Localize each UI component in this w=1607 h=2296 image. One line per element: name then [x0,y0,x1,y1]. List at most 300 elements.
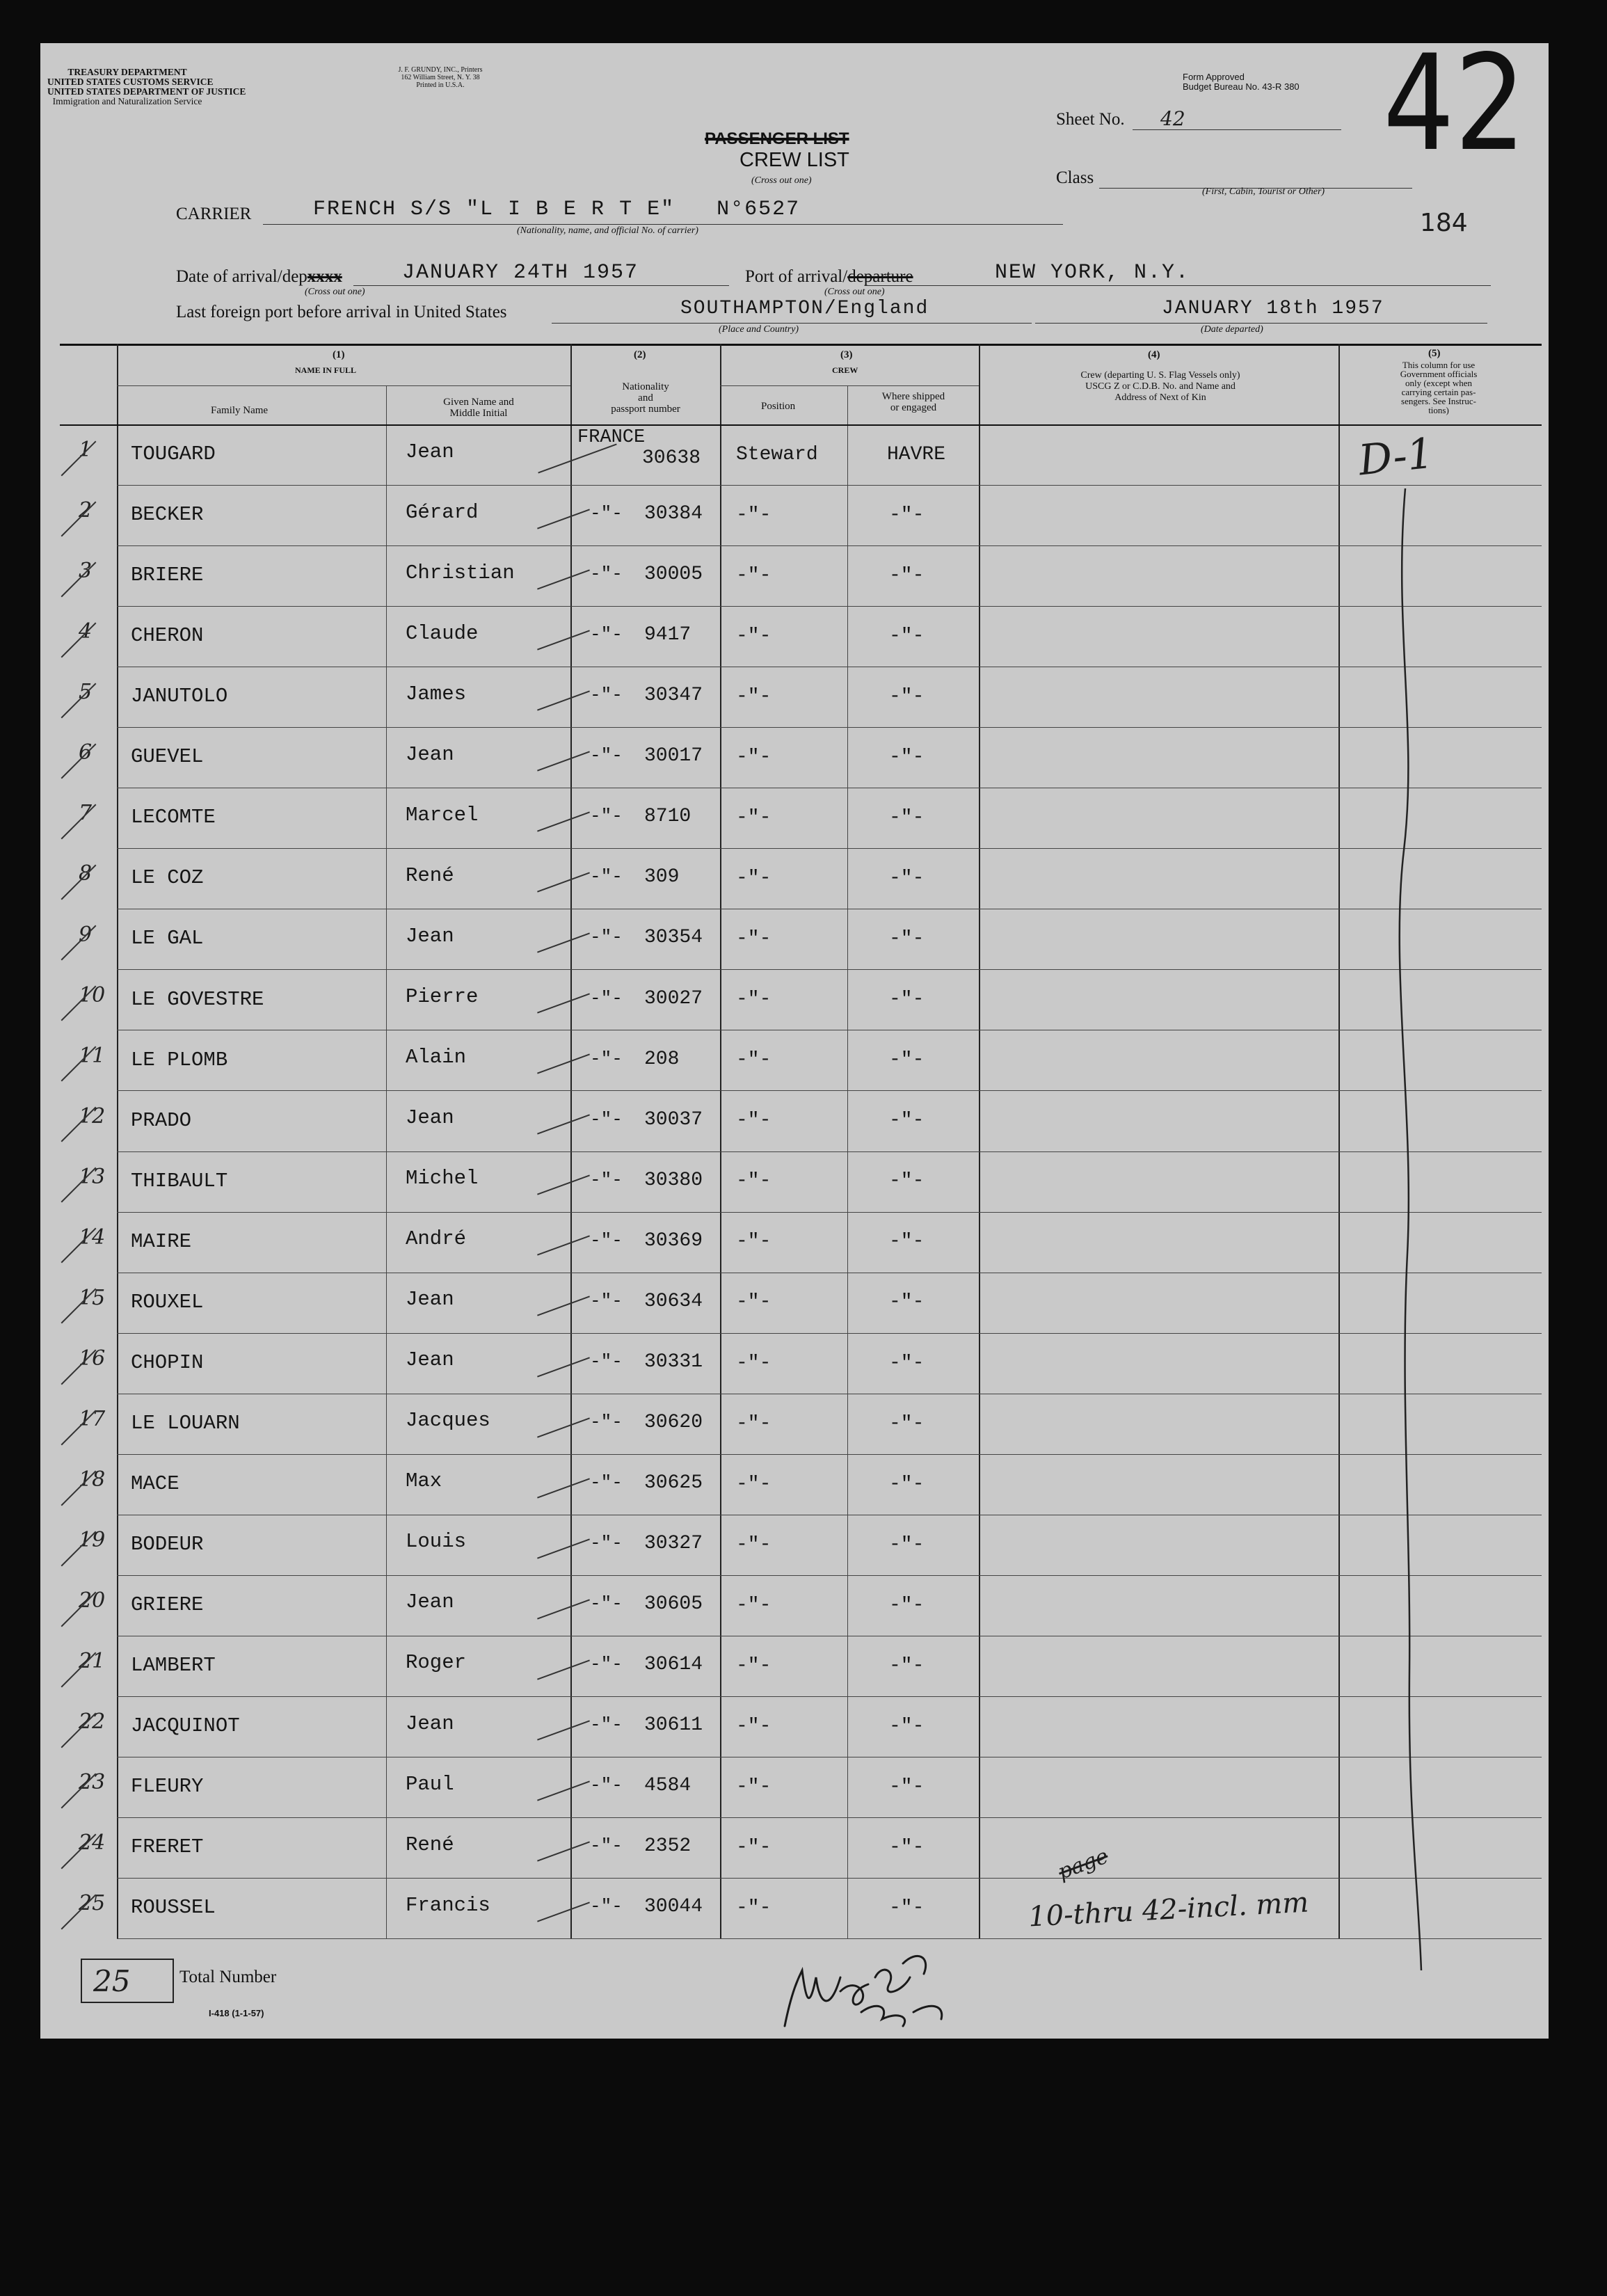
given-name: Christian [406,561,515,584]
printer-line-1: J. F. GRUNDY, INC., Printers [398,66,483,74]
row-number: 23 [79,1770,106,1794]
crew-position: -"- [736,625,771,647]
arrival-rule [353,285,729,286]
nationality: -"- [590,1532,623,1554]
given-name: Max [406,1469,442,1493]
crew-position: -"- [736,1776,771,1798]
crew-position: -"- [736,1836,771,1858]
passport-number: 30037 [644,1108,703,1131]
col3a-header: Position [761,401,796,412]
row-number: 24 [79,1831,106,1856]
table-row-rule [117,485,1542,486]
where-shipped: -"- [889,1412,925,1435]
document-page [40,26,1549,2039]
port-label [745,267,913,287]
given-name: Louis [406,1530,467,1554]
dept-line-3: UNITED STATES DEPARTMENT OF JUSTICE [47,86,246,97]
passport-number: 30027 [644,987,703,1010]
nationality-check-stroke [537,1599,590,1619]
family-name: LE GAL [131,927,204,950]
crew-position: -"- [736,928,771,950]
row-number: 3 [79,559,93,584]
row-number: 8 [79,861,93,886]
table-top-border [60,344,1542,346]
class-label: Class [1056,168,1094,187]
passport-number: 30625 [644,1472,703,1494]
row-number: 18 [79,1467,106,1492]
crew-position: -"- [736,1352,771,1374]
crew-position: -"- [736,868,771,890]
given-name: Marcel [406,803,479,827]
row-number: 9 [79,922,93,947]
col1-title: NAME IN FULL [295,365,357,375]
col1a-header: Family Name [211,405,269,416]
last-port-hint: (Place and Country) [719,324,799,335]
nationality: FRANCE [577,427,646,448]
passport-number: 30384 [644,503,703,525]
where-shipped: -"- [889,1655,925,1677]
port-rule [865,285,1491,286]
nationality: -"- [590,1229,623,1251]
family-name: TOUGARD [131,443,216,466]
given-name: Jean [406,1106,454,1130]
where-shipped: -"- [889,504,925,526]
crew-position: -"- [736,1655,771,1677]
passport-number: 8710 [644,806,691,828]
crew-position: -"- [736,1533,771,1556]
row-number: 20 [79,1588,106,1613]
nationality: -"- [590,1472,623,1493]
nationality-check-stroke [537,1054,590,1074]
given-name: Jean [406,1591,454,1614]
family-name: PRADO [131,1108,192,1132]
where-shipped: -"- [889,1170,925,1193]
nationality: -"- [590,564,623,585]
crew-position: -"- [736,1594,771,1616]
where-shipped: -"- [889,686,925,708]
family-name: MACE [131,1472,179,1495]
passport-number: 30380 [644,1169,703,1191]
where-shipped: -"- [889,989,925,1011]
given-name: Jean [406,1712,454,1735]
passport-number: 30005 [644,564,703,586]
crew-position: -"- [736,1715,771,1737]
nationality-check-stroke [537,1175,590,1195]
dept-line-2: UNITED STATES CUSTOMS SERVICE [47,77,214,87]
table-row-rule [117,545,1542,546]
family-name: LAMBERT [131,1653,216,1677]
port-label-text: Port of arrival/ [745,267,848,286]
nationality-check-stroke [537,1417,590,1437]
departed-value: JANUARY 18th 1957 [1162,298,1384,319]
carrier-rule [263,224,1063,225]
given-name: René [406,1833,454,1856]
row-number: 2 [79,498,93,523]
passport-number: 309 [644,866,680,888]
sheet-number-large: 42 [1383,26,1526,180]
nationality: -"- [590,987,623,1009]
nationality-check-stroke [537,872,590,893]
passport-number: 30634 [644,1290,703,1312]
family-name: GRIERE [131,1593,204,1616]
last-port-rule [552,323,1032,324]
nationality-check-stroke [537,1296,590,1316]
crew-position: -"- [736,504,771,526]
where-shipped: -"- [889,1897,925,1919]
nationality: -"- [590,685,623,706]
family-name: LE COZ [131,866,204,890]
row-number: 11 [79,1043,106,1068]
row-number: 22 [79,1709,106,1734]
total-box [81,1959,174,2003]
family-name: BECKER [131,503,204,527]
table-row-rule [117,1333,1542,1334]
col2-line-1: Nationality [622,381,669,392]
col1b-line-2: Middle Initial [449,408,508,419]
passport-number: 30347 [644,685,703,707]
row-number: 12 [79,1103,106,1129]
col2-line-2: and [638,392,653,404]
nationality: -"- [590,1714,623,1735]
crew-position: -"- [736,1897,771,1919]
col-border-2 [570,344,572,1938]
where-shipped: -"- [889,928,925,950]
nationality-check-stroke [537,690,590,710]
crew-position: -"- [736,747,771,769]
nationality: -"- [590,1896,623,1918]
crew-position: -"- [736,1473,771,1495]
form-approved-line-2: Budget Bureau No. 43-R 380 [1183,81,1300,92]
where-shipped: -"- [889,1473,925,1495]
col4-line-2: USCG Z or C.D.B. No. and Name and [1085,381,1236,392]
family-name: BODEUR [131,1532,204,1556]
given-name: André [406,1227,467,1251]
nationality-check-stroke [537,1538,590,1558]
col2-number: (2) [634,349,646,360]
port-value: NEW YORK, N.Y. [995,261,1190,285]
family-name: LE GOVESTRE [131,987,264,1011]
where-shipped: -"- [889,1291,925,1314]
department-header [47,67,246,106]
col-border-3 [720,344,721,1938]
nationality: -"- [590,1775,623,1796]
family-name: LE PLOMB [131,1048,228,1071]
port-hint: (Cross out one) [824,287,885,297]
given-name: Alain [406,1046,467,1069]
where-shipped: -"- [889,868,925,890]
given-name: Pierre [406,985,479,1008]
col5-line-3: only (except when [1405,378,1473,388]
passport-number: 2352 [644,1835,691,1857]
crew-position: -"- [736,1049,771,1071]
nationality: -"- [590,624,623,646]
passport-number: 30620 [644,1411,703,1433]
col3-number: (3) [840,349,853,360]
printer-block [381,66,499,89]
nationality-check-stroke [537,933,590,953]
family-name: LE LOUARN [131,1411,240,1435]
nationality: -"- [590,503,623,525]
crew-position: -"- [736,989,771,1011]
arrival-label-text: Date of arrival/dep [176,267,307,286]
family-name: JANUTOLO [131,685,228,708]
form-approved-line-1: Form Approved [1183,72,1245,82]
nationality: -"- [590,927,623,948]
table-row-rule [117,1575,1542,1576]
where-shipped: -"- [889,1352,925,1374]
row-number: 21 [79,1648,106,1673]
col1b-header [426,397,531,419]
given-name: Gérard [406,500,479,524]
nationality-check-stroke [537,1720,590,1740]
given-name: Michel [406,1167,479,1190]
nationality: -"- [590,1048,623,1069]
col-subborder-where [847,385,848,1938]
title-struck: PASSENGER LIST [705,129,849,148]
family-name: CHOPIN [131,1350,204,1374]
col5-line-5: sengers. See Instruc- [1401,396,1476,406]
where-shipped: -"- [889,807,925,829]
where-shipped: HAVRE [887,443,946,465]
row-number: 1 [79,438,93,463]
given-name: James [406,682,467,705]
nationality-check-stroke [537,1902,590,1922]
passport-number: 30354 [644,927,703,949]
given-name: Roger [406,1651,467,1675]
table-row-rule [117,848,1542,849]
col2-header [590,381,701,415]
sheet-value: 42 [1160,107,1185,130]
crew-position: -"- [736,1412,771,1435]
nationality-check-stroke [537,569,590,589]
nationality-check-stroke [537,1659,590,1680]
col3b-line-1: Where shipped [881,391,945,402]
family-name: ROUXEL [131,1290,204,1314]
given-name: Francis [406,1893,490,1917]
nationality-check-stroke [537,1357,590,1377]
nationality: -"- [590,1653,623,1675]
col-border-1 [117,344,118,1938]
table-row-rule [117,727,1542,728]
col3-title: CREW [832,365,858,375]
col5-number: (5) [1428,348,1441,359]
family-name: FLEURY [131,1775,204,1798]
where-shipped: -"- [889,625,925,647]
annotation-mark: D-1 [1356,429,1437,486]
nationality: -"- [590,1290,623,1312]
crew-position: -"- [736,1110,771,1132]
table-row-rule [117,1151,1542,1152]
passport-number: 30605 [644,1593,703,1615]
crew-position: Steward [736,443,818,465]
row-number: 7 [79,801,93,826]
nationality: -"- [590,1835,623,1856]
passport-number: 208 [644,1048,680,1070]
crew-position: -"- [736,1170,771,1193]
where-shipped: -"- [889,1594,925,1616]
passport-number: 30017 [644,745,703,767]
row-number: 17 [79,1406,106,1431]
passport-number: 9417 [644,624,691,646]
row-number: 5 [79,680,93,705]
crew-position: -"- [736,1291,771,1314]
nationality: -"- [590,1593,623,1614]
nationality-check-stroke [537,1841,590,1861]
crew-position: -"- [736,1231,771,1253]
col1-number: (1) [333,349,345,360]
nationality-check-stroke [537,811,590,831]
given-name: Claude [406,621,479,645]
nationality-check-stroke [537,1236,590,1256]
passport-number: 30614 [644,1653,703,1675]
nationality: -"- [590,1411,623,1433]
row-number: 14 [79,1225,106,1250]
family-name: FRERET [131,1835,204,1858]
family-name: LECOMTE [131,806,216,829]
arrival-hint: (Cross out one) [305,287,365,297]
passport-number: 30638 [642,447,701,470]
col5-line-1: This column for use [1402,360,1476,370]
table-row-rule [117,606,1542,607]
crew-position: -"- [736,686,771,708]
given-name: René [406,863,454,887]
row-number: 4 [79,619,93,644]
col1b-line-1: Given Name and [443,397,514,408]
family-name: CHERON [131,624,204,648]
side-number: 184 [1420,209,1468,237]
nationality-check-stroke [537,509,590,529]
family-name: GUEVEL [131,745,204,769]
row-number: 16 [79,1346,106,1371]
crew-position: -"- [736,807,771,829]
total-label: Total Number [179,1968,277,1986]
given-name: Jean [406,440,454,463]
col-border-5 [1338,344,1340,1938]
sheet-label: Sheet No. [1056,110,1125,129]
table-row-rule [117,1090,1542,1091]
col5-header [1348,360,1529,415]
printer-line-3: Printed in U.S.A. [416,81,465,89]
printer-line-2: 162 William Street, N. Y. 38 [401,74,480,81]
row-number: 6 [79,740,93,765]
where-shipped: -"- [889,1715,925,1737]
last-port-label: Last foreign port before arrival in United States [176,303,507,321]
dept-line-1: TREASURY DEPARTMENT [67,67,187,77]
family-name: JACQUINOT [131,1714,240,1737]
where-shipped: -"- [889,1533,925,1556]
family-name: ROUSSEL [131,1896,216,1920]
col5-line-2: Government officials [1400,369,1478,379]
where-shipped: -"- [889,1836,925,1858]
margin-note-top: page [1055,1844,1112,1885]
col5-line-6: tions) [1428,405,1449,415]
nationality-check-stroke [537,1780,590,1801]
nationality-check-stroke [537,1115,590,1135]
row-number: 10 [79,982,106,1007]
given-name: Jean [406,742,454,766]
last-port-value: SOUTHAMPTON/England [680,298,929,319]
given-name: Jean [406,925,454,948]
nationality: -"- [590,1108,623,1130]
col4-line-1: Crew (departing U. S. Flag Vessels only) [1080,370,1240,381]
given-name: Jean [406,1348,454,1372]
nationality: -"- [590,1350,623,1372]
nationality-check-stroke [537,1478,590,1498]
family-name: MAIRE [131,1229,192,1253]
arrival-struck: xxxx [307,267,342,286]
carrier-value: FRENCH S/S "L I B E R T E" N°6527 [313,198,801,221]
where-shipped: -"- [889,1776,925,1798]
document-title: CREW LIST [739,149,849,171]
arrival-value: JANUARY 24TH 1957 [402,261,639,285]
col5-line-4: carrying certain pas- [1401,387,1476,397]
table-row-rule [117,1454,1542,1455]
class-hint: (First, Cabin, Tourist or Other) [1202,186,1325,197]
margin-note: 10-thru 42-incl. mm [1028,1886,1310,1934]
given-name: Paul [406,1772,454,1796]
departed-rule [1035,323,1487,324]
nationality-check-stroke [537,630,590,650]
table-row-rule [117,1696,1542,1697]
passport-number: 30327 [644,1532,703,1554]
given-name: Jean [406,1288,454,1312]
col-subborder-given [386,385,387,1938]
carrier-label: CARRIER [176,205,252,223]
col-border-4 [979,344,980,1938]
passport-number: 30611 [644,1714,703,1736]
dept-line-4: Immigration and Naturalization Service [52,96,202,106]
where-shipped: -"- [889,1110,925,1132]
nationality-check-stroke [537,751,590,771]
port-struck: departure [847,267,913,286]
total-value: 25 [93,1964,131,1998]
arrival-label [176,267,342,287]
header-bottom-border [60,424,1542,426]
nationality: -"- [590,745,623,767]
form-code: I-418 (1-1-57) [209,2008,264,2018]
table-row-rule [117,1878,1542,1879]
where-shipped: -"- [889,1049,925,1071]
form-approved [1183,72,1300,92]
where-shipped: -"- [889,747,925,769]
col2-line-3: passport number [611,404,680,415]
col3b-line-2: or engaged [890,402,937,413]
handwritten-signature [764,1936,986,2047]
where-shipped: -"- [889,1231,925,1253]
table-row-rule [117,1212,1542,1213]
row-number: 25 [79,1891,106,1916]
row-number: 19 [79,1527,106,1552]
table-row-rule [117,1817,1542,1818]
nationality-check-stroke [537,994,590,1014]
col4-header [1000,370,1320,404]
title-hint: (Cross out one) [751,175,812,186]
col4-number: (4) [1148,349,1160,360]
departed-hint: (Date departed) [1201,324,1263,335]
family-name: THIBAULT [131,1169,228,1193]
col4-line-3: Address of Next of Kin [1114,392,1206,403]
where-shipped: -"- [889,564,925,587]
passport-number: 30044 [644,1896,703,1918]
subheader-rule-3 [720,385,979,386]
nationality: -"- [590,1169,623,1190]
passport-number: 30369 [644,1229,703,1252]
table-row-rule [117,969,1542,970]
family-name: BRIERE [131,564,204,587]
crew-position: -"- [736,564,771,587]
passport-number: 30331 [644,1350,703,1373]
nationality: -"- [590,806,623,827]
